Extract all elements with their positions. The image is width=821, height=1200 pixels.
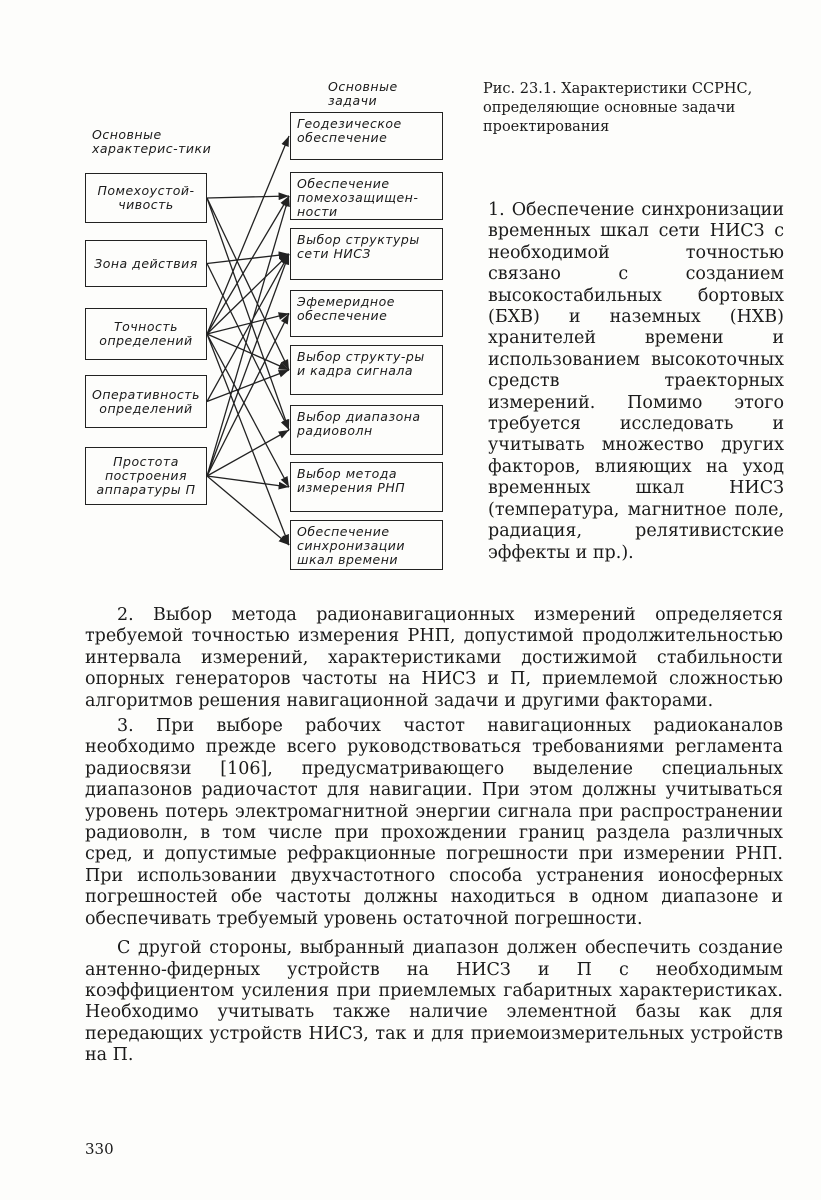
tasks-header: Основные задачи: [328, 79, 398, 108]
link-arrow: [207, 196, 289, 198]
link-arrow: [207, 198, 289, 370]
task-box: Геодезическое обеспечение: [290, 112, 443, 160]
link-arrow: [207, 476, 289, 487]
task-box: Выбор структуры сети НИСЗ: [290, 228, 443, 280]
task-box: Обеспечение синхронизации шкал времени: [290, 520, 443, 570]
characteristic-box: Оперативность определений: [85, 375, 207, 428]
body-text: [85, 605, 783, 1071]
link-arrow: [207, 476, 289, 545]
characteristic-box: Помехоустой-чивость: [85, 173, 207, 223]
link-arrow: [207, 334, 289, 487]
characteristic-box: Простота построения аппаратуры П: [85, 447, 207, 505]
task-box: Обеспечение помехозащищен-ности: [290, 172, 443, 220]
paragraph: 2. Выбор метода радионавигационных измерений определяется требуемой точностью измерения РНП, допустимой продолжительностью интервала измерений, характеристиками достижимой стабильности опорных генераторов частоты на НИСЗ и П, приемлемой сложностью алгоритмов решения навигационной задачи и другими факторами.: [85, 605, 783, 711]
task-box: Выбор метода измерения РНП: [290, 462, 443, 512]
paragraph: С другой стороны, выбранный диапазон должен обеспечить создание антенно-фидерных устройств на НИСЗ и П с необходимым коэффициентом усиления при приемлемых габаритных характеристиках. Необходимо учитывать также наличие элементной базы как для передающих устройств НИСЗ, так и для приемоизмерительных устройств на П.: [85, 938, 783, 1066]
task-box: Эфемеридное обеспечение: [290, 290, 443, 337]
characteristic-box: Точность определений: [85, 308, 207, 360]
link-arrow: [207, 254, 289, 402]
page-number: 330: [85, 1140, 114, 1158]
figure-caption: Рис. 23.1. Характеристики ССРНС, определяющие основные задачи проектирования: [483, 81, 753, 135]
link-arrow: [207, 254, 289, 264]
link-arrow: [207, 196, 289, 476]
task-box: Выбор диапазона радиоволн: [290, 405, 443, 455]
link-arrow: [207, 314, 289, 335]
task-box: Выбор структу-ры и кадра сигнала: [290, 345, 443, 395]
link-arrow: [207, 136, 289, 334]
side-paragraph: 1. Обеспечение синхронизации временных шкал сети НИСЗ с необходимой точностью связано с созданием высокостабильных бортовых (БХВ) и наземных (НХВ) хранителей времени и использованием высокоточных средств траекторных измерений. Помимо этого требуется исследовать и учитывать множество других факторов, влияющих на уход временных шкал НИСЗ (температура, магнитное поле, радиация, релятивистские эффекты и пр.).: [488, 200, 784, 563]
paragraph: 3. При выборе рабочих частот навигационных радиоканалов необходимо прежде всего руководствоваться требованиями регламента радиосвязи [106], предусматривающего выделение специальных диапазонов радиочастот для навигации. При этом должны учитываться уровень потерь электромагнитной энергии сигнала при распространении радиоволн, в том числе при прохождении границ раздела различных сред, и допустимые рефракционные погрешности при измерении РНП. При использовании двухчастотного способа устранения ионосферных погрешностей обе частоты должны находиться в одном диапазоне и обеспечивать требуемый уровень остаточной погрешности.: [85, 716, 783, 929]
characteristic-box: Зона действия: [85, 240, 207, 287]
characteristics-header: Основные характерис-тики: [92, 127, 212, 156]
